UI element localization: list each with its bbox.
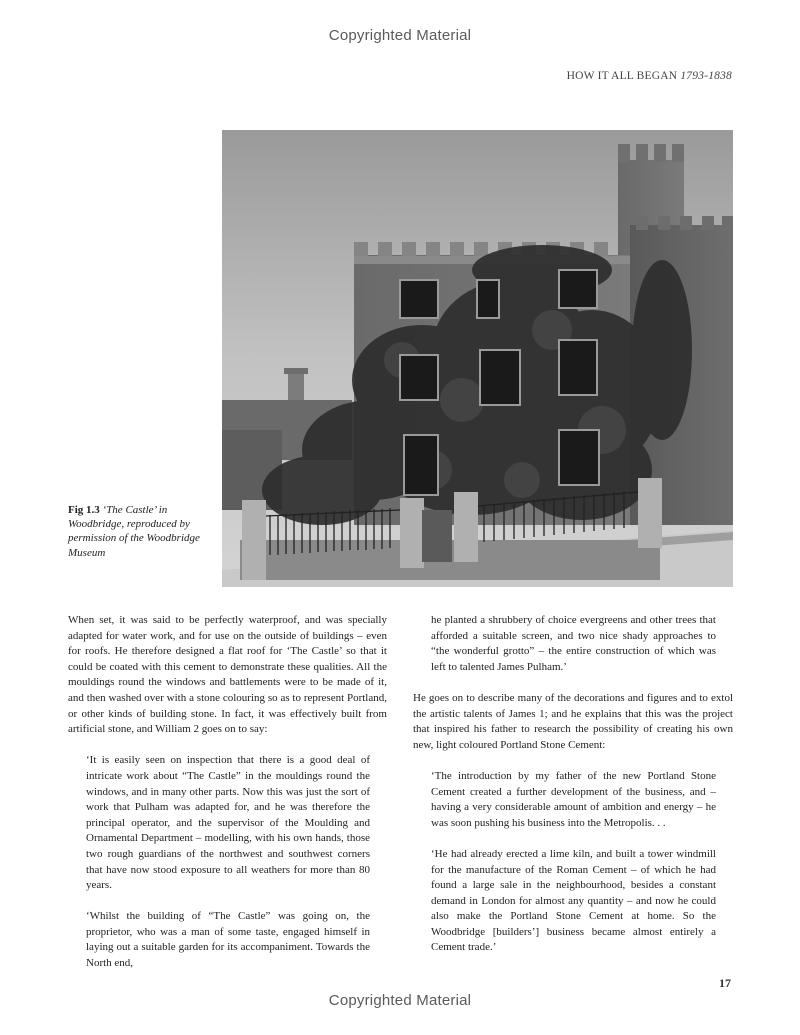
block-quote: ‘The introduction by my father of the new Portland Stone Cement created a further development of the business, and – having a very considerable amount of ambition and energy – he was soon pushing his business into the Metropolis. . . (431, 769, 716, 829)
block-quote: he planted a shrubbery of choice evergreens and other trees that afforded a suitable screen, and two nice shady approaches to “the wonderful grotto” – the entire construction of which was left to talented James Pulham.’ (431, 614, 716, 673)
page-number: 17 (719, 976, 731, 990)
figure-label: Fig 1.3 (68, 504, 100, 516)
body-paragraph: When set, it was said to be perfectly waterproof, and was specially adapted for water work, and for use on the outside of buildings – even for roofs. He therefore designed a flat roof for ‘The Castle’ so that it could be coated with this cement to demonstrate these qualities. All the mouldings round the windows and battlements were to be made of it, and then washed over with a stone colouring so as to represent Portland, or other kinds of building stone. In fact, it was effectively built from artificial stone, and William 2 goes on to say: (68, 614, 387, 736)
watermark-top: Copyrighted Material (328, 27, 472, 44)
block-quote: ‘He had already erected a lime kiln, and built a tower windmill for the manufacture of the Roman Cement – of which he had found a large sale in the neighbourhood, besides a constant demand in London for almost any quantity – and now he could also make the Portland Stone Cement at home. So the Woodbridge [builders’] business became almost entirely a Cement trade.’ (431, 847, 716, 954)
left-column (68, 613, 387, 972)
figure-caption (68, 503, 208, 560)
running-head-title: HOW IT ALL BEGAN (566, 70, 678, 82)
castle-photograph (222, 130, 733, 587)
figure-caption-text: ‘The Castle’ in Woodbridge, reproduced by permission of the Woodbridge Museum (68, 504, 200, 559)
block-quote: ‘It is easily seen on inspection that there is a good deal of intricate work about “The Castle” in the mouldings round the windows, and in many other parts. Now this was just the sort of work that Pulham was adapted for, and he was therefore the principal operator, and the supervisor of the Moulding and Ornamental Department – modelling, with his own hands, those two rough guardians of the northwest and southwest corners that have now stood exposure to all weathers for more than 80 years. (86, 754, 370, 892)
body-paragraph: He goes on to describe many of the decorations and figures and to extol the artistic talents of James 1; and he explains that this was the project that inspired his father to research the possibility of creating his own new, light coloured Portland Stone Cement: (413, 691, 733, 751)
block-quote: ‘Whilst the building of “The Castle” was going on, the proprietor, who was a man of some taste, engaged himself in laying out a suitable garden for its accompaniment. Towards the North end, (86, 910, 370, 970)
running-head-years: 1793-1838 (680, 70, 732, 82)
right-column (413, 613, 733, 956)
running-head (567, 70, 732, 82)
watermark-bottom: Copyrighted Material (328, 992, 472, 1009)
